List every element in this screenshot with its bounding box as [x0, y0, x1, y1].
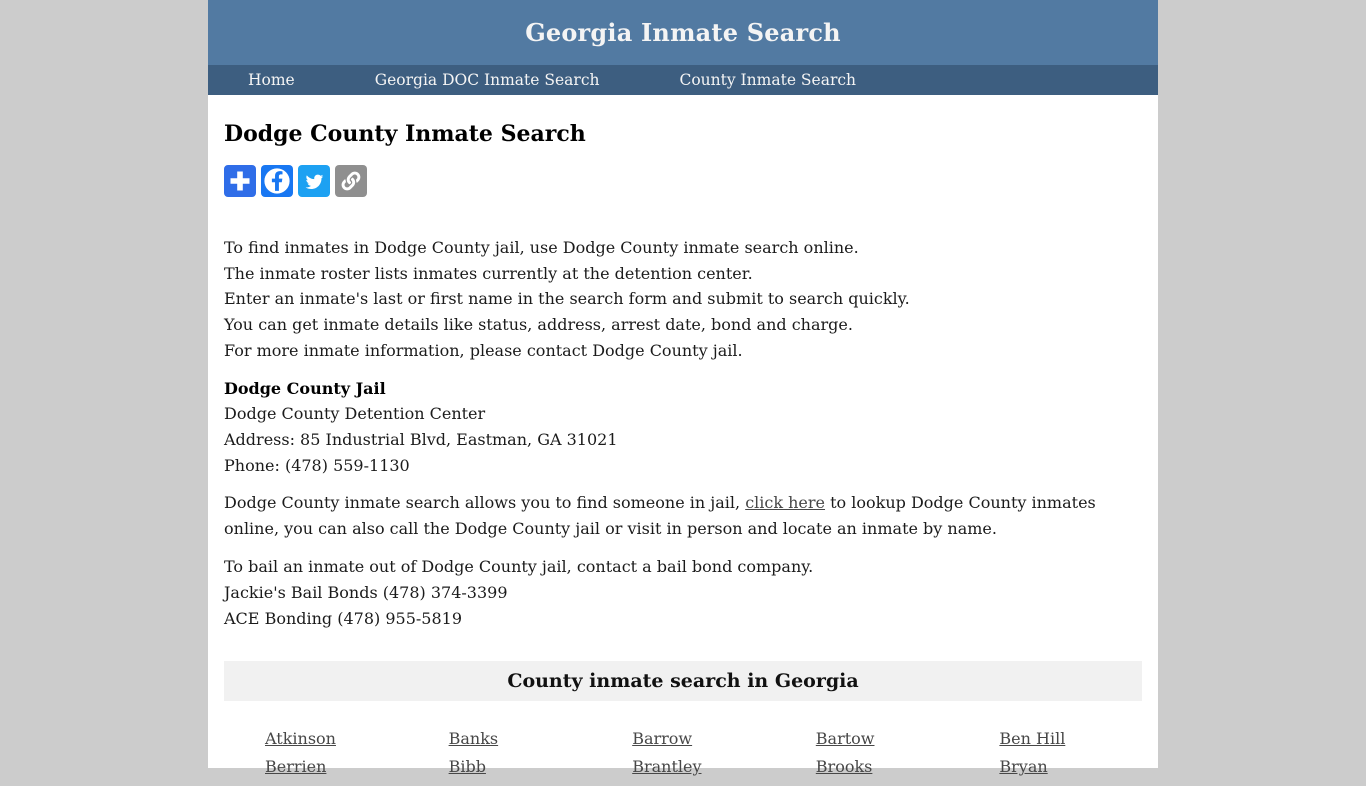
- county-section-title: County inmate search in Georgia: [507, 670, 859, 693]
- county-link-bryan[interactable]: Bryan: [999, 757, 1048, 777]
- click-here-link[interactable]: click here: [745, 493, 826, 513]
- jail-phone: Phone: (478) 559-1130: [224, 455, 410, 475]
- county-link-bartow[interactable]: Bartow: [815, 729, 875, 749]
- county-link-brantley[interactable]: Brantley: [632, 757, 702, 777]
- bail-info-block: [224, 554, 1142, 631]
- county-link-brooks[interactable]: Brooks: [815, 757, 873, 777]
- nav-item-county-inmate-search[interactable]: County Inmate Search: [679, 71, 857, 89]
- intro-paragraph: [224, 235, 1142, 364]
- intro-line: To find inmates in Dodge County jail, use Dodge County inmate search online.: [224, 238, 859, 257]
- bail-bond-company-2: ACE Bonding (478) 955-5819: [224, 608, 463, 628]
- county-link-berrien[interactable]: Berrien: [265, 757, 327, 777]
- county-grid-cell: [958, 729, 1142, 748]
- county-grid-cell: [224, 757, 408, 776]
- intro-line: The inmate roster lists inmates currently at the detention center.: [224, 263, 753, 283]
- county-link-ben-hill[interactable]: Ben Hill: [999, 729, 1066, 749]
- share-plus-icon: [224, 165, 256, 197]
- facebook-share-button[interactable]: [261, 165, 293, 197]
- nav-item-home[interactable]: Home: [248, 71, 295, 89]
- county-link-atkinson[interactable]: Atkinson: [265, 729, 336, 749]
- intro-line: You can get inmate details like status, address, arrest date, bond and charge.: [224, 315, 853, 335]
- share-button[interactable]: [224, 165, 256, 197]
- bail-bond-company-1: Jackie's Bail Bonds (478) 374-3399: [224, 583, 508, 603]
- county-grid-cell: [775, 729, 959, 748]
- facebook-icon: [261, 165, 293, 197]
- page-title: Dodge County Inmate Search: [224, 121, 586, 147]
- bail-intro-line: To bail an inmate out of Dodge County jail, contact a bail bond company.: [224, 557, 814, 577]
- jail-info-block: [224, 376, 1142, 479]
- copy-link-icon: [335, 165, 367, 197]
- county-grid-cell: [591, 757, 775, 776]
- main-nav: [208, 65, 1158, 95]
- lookup-paragraph: [224, 490, 1142, 542]
- site-header: [208, 0, 1158, 65]
- intro-line: Enter an inmate's last or first name in the search form and submit to search quickly.: [224, 289, 910, 309]
- main-content: [208, 95, 1158, 786]
- share-buttons-row: [224, 165, 1142, 197]
- lookup-text-before: Dodge County inmate search allows you to find someone in jail,: [224, 493, 746, 513]
- intro-line: For more inmate information, please contact Dodge County jail.: [224, 340, 743, 360]
- county-links-grid: [224, 701, 1142, 786]
- twitter-share-button[interactable]: [298, 165, 330, 197]
- county-grid-cell: [958, 757, 1142, 776]
- county-grid-cell: [224, 729, 408, 748]
- nav-item-georgia-doc-inmate-search[interactable]: Georgia DOC Inmate Search: [374, 71, 600, 89]
- copy-link-share-button[interactable]: [335, 165, 367, 197]
- jail-facility: Dodge County Detention Center: [224, 404, 486, 424]
- county-grid-cell: [775, 757, 959, 776]
- county-link-banks[interactable]: Banks: [448, 729, 499, 749]
- site-title: Georgia Inmate Search: [525, 18, 841, 47]
- lookup-text-after: to lookup Dodge County inmates online, you can also call the Dodge County jail or visit in person and locate an inmate by name.: [224, 493, 1096, 539]
- county-link-bibb[interactable]: Bibb: [448, 757, 486, 777]
- jail-address: Address: 85 Industrial Blvd, Eastman, GA 31021: [224, 429, 618, 449]
- jail-name: Dodge County Jail: [224, 378, 386, 398]
- county-grid-cell: [408, 729, 592, 748]
- page-container: [208, 0, 1158, 777]
- county-section-header: [224, 661, 1142, 701]
- county-link-barrow[interactable]: Barrow: [632, 729, 693, 749]
- county-grid-cell: [408, 757, 592, 776]
- county-grid-cell: [591, 729, 775, 748]
- twitter-icon: [298, 165, 330, 197]
